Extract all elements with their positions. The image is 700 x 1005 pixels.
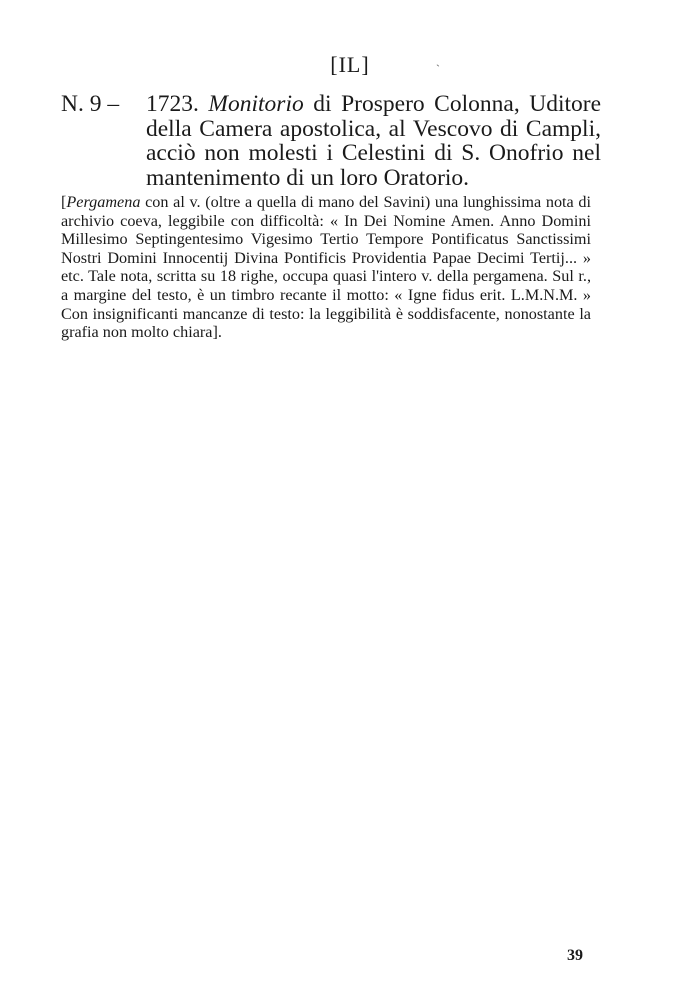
note-open-bracket: [ xyxy=(61,193,67,211)
stray-mark: ` xyxy=(436,62,440,76)
entry-title-italic: Monitorio xyxy=(208,91,304,117)
document-entry xyxy=(61,92,601,190)
section-heading: [IL] xyxy=(330,52,370,77)
page-number: 39 xyxy=(567,947,583,964)
entry-title-text: di Prospero Colonna, Uditore della Camera apostolica, al Vescovo di Campli, acciò non molesti i Celestini di S. Onofrio nel mantenimento di un loro Oratorio. xyxy=(146,91,602,191)
entry-year: 1723. xyxy=(146,91,199,117)
note-italic-word: Pergamena xyxy=(66,193,141,211)
entry-title xyxy=(146,92,601,190)
note-text: con al v. (oltre a quella di mano del Savini) una lunghissima nota di archivio coeva, leggibile con difficoltà: « In Dei Nomine Amen. Anno Domini Millesimo Septingentesimo Vigesimo Tertio Tempore Pontificatus Sanctissimi Nostri Domini Innocentij Divina Pontificis Providentia Papae Decimi Tertij... » etc. Tale nota, scritta su 18 righe, occupa quasi l'intero v. della pergamena. Sul r., a margine del testo, è un timbro recante il motto: « Igne fidus erit. L.M.N.M. » Con insignificanti mancanze di testo: la leggibilità è soddisfacente, nonostante la grafia non molto chiara]. xyxy=(61,193,592,342)
archival-note xyxy=(61,193,591,342)
entry-number: N. 9 – xyxy=(61,91,120,117)
